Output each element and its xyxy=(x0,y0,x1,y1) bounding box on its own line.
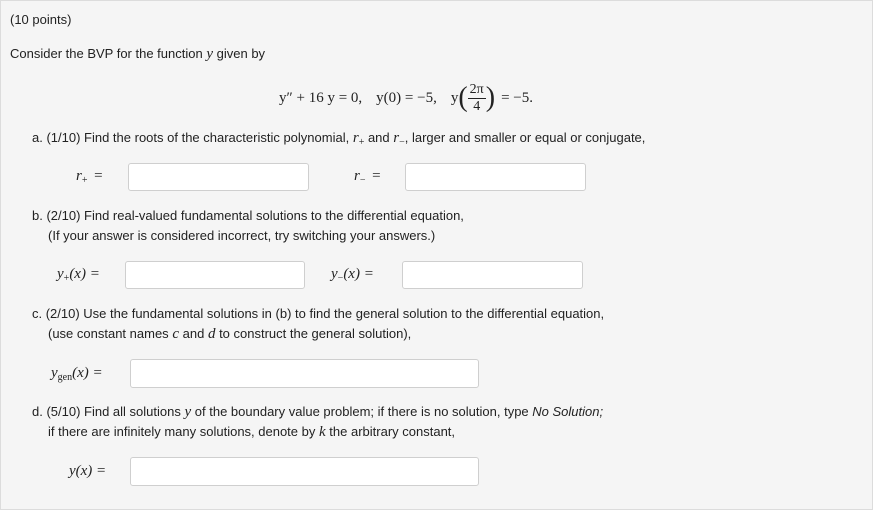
ode: y″ + 16 y = 0, xyxy=(279,89,363,106)
fraction xyxy=(468,83,486,114)
y-of-x-label: y(x) = xyxy=(69,463,107,479)
intro-var: y xyxy=(206,46,214,62)
part-a-text-1: a. (1/10) Find the roots of the characteristic polynomial, xyxy=(32,130,350,145)
boundary-condition-1: y(0) = −5, xyxy=(376,89,437,106)
y-gen-label: $y_{gen}(x)$ = xyxy=(51,365,103,383)
right-paren: ) xyxy=(485,82,496,113)
r-plus-symbol: $r_+$ xyxy=(352,130,365,148)
part-a-text-2: , larger and smaller or equal or conjugate, xyxy=(404,130,646,145)
y-of-x-input[interactable] xyxy=(130,457,479,486)
bvp-equation xyxy=(279,75,533,121)
r-minus-input[interactable] xyxy=(405,163,586,191)
left-paren: ( xyxy=(458,82,468,113)
part-c-line-2: (use constant names c and d to construct the general solution), xyxy=(48,326,412,342)
y-gen-input[interactable] xyxy=(130,359,479,388)
intro-suffix: given by xyxy=(216,46,266,61)
fraction-denominator: 4 xyxy=(473,98,481,114)
part-c-line-1: c. (2/10) Use the fundamental solutions in (b) to find the general solution to the differential equation, xyxy=(32,306,605,321)
r-minus-symbol: $r_-$ xyxy=(393,130,405,148)
fraction-numerator: 2π xyxy=(469,81,484,97)
y-minus-label: $y_-(x)$ = xyxy=(331,266,374,284)
y-plus-label: $y_+(x)$ = xyxy=(57,266,100,284)
boundary-condition-2-rhs: = −5. xyxy=(501,89,533,106)
y-minus-input[interactable] xyxy=(402,261,583,289)
part-b-line-2: (If your answer is considered incorrect, try switching your answers.) xyxy=(48,228,436,243)
intro-prefix: Consider the BVP for the function xyxy=(10,46,203,61)
boundary-condition-2-fn: y xyxy=(450,89,459,106)
r-plus-input[interactable] xyxy=(128,163,309,191)
part-d-line-2: if there are infinitely many solutions, denote by k the arbitrary constant, xyxy=(48,424,456,440)
intro-text xyxy=(10,46,265,63)
part-a-and: and xyxy=(367,130,390,145)
r-minus-label: $r_-$ = xyxy=(354,168,381,186)
part-b-line-1: b. (2/10) Find real-valued fundamental solutions to the differential equation, xyxy=(32,208,464,223)
part-d-line-1: d. (5/10) Find all solutions y of the boundary value problem; if there is no solution, type No Solution; xyxy=(32,404,604,420)
points-label: (10 points) xyxy=(10,12,72,27)
r-plus-label: $r_+$ = xyxy=(76,168,103,186)
part-a-prompt xyxy=(32,130,645,148)
y-plus-input[interactable] xyxy=(125,261,305,289)
